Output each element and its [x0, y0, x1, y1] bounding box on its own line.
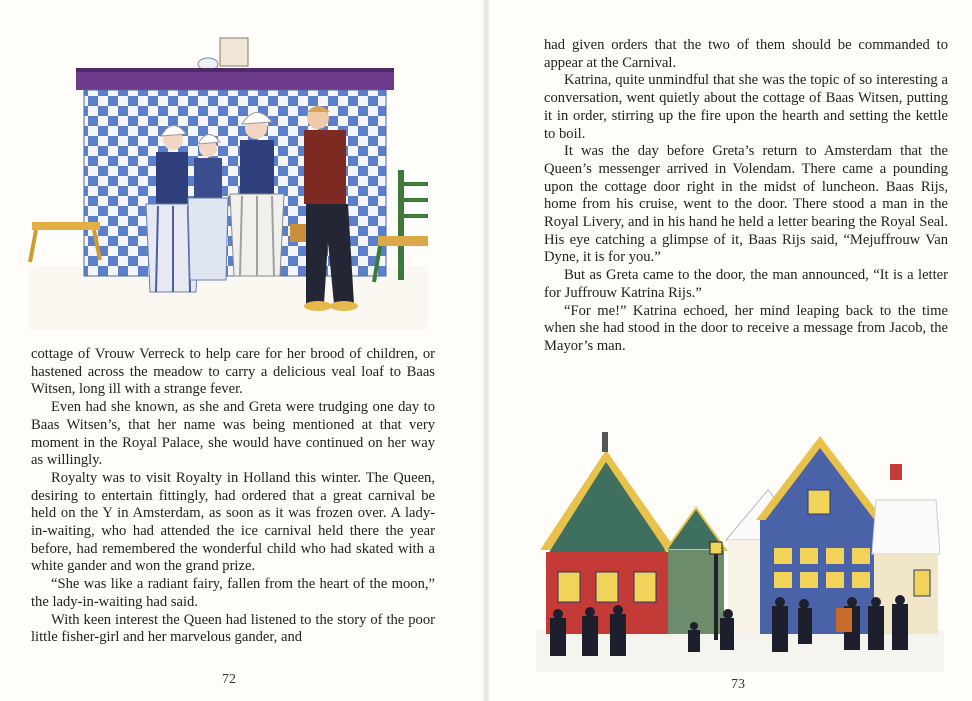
paragraph: Katrina, quite unmindful that she was the topic of so interesting a conversation, went quietly about the cottage of Baas Witsen, putting it in order, stirring up the fire upon the hearth and setting the kettle to boil. [544, 72, 948, 142]
paragraph: “For me!” Katrina echoed, her mind leaping back to the time when she had stood in the door to receive a message from Jacob, the Mayor’s man. [544, 302, 948, 354]
paragraph: With keen interest the Queen had listened to the story of the poor little fisher-girl and her marvelous gander, and [31, 611, 435, 646]
page-number: 73 [731, 677, 745, 692]
village-street-illustration [536, 430, 944, 672]
paragraph: But as Greta came to the door, the man announced, “It is a letter for Juffrouw Katrina Rijs.” [544, 267, 948, 301]
paragraph: Even had she known, as she and Greta were trudging one day to Baas Witsen’s, that her name was being mentioned at that very moment in the Royal Palace, she would have continued on her way as willingly. [31, 399, 435, 469]
paragraph: It was the day before Greta’s return to Amsterdam that the Queen’s messenger arrived in Volendam. There came a pounding upon the cottage door right in the midst of luncheon. Baas Rijs, home from his cruise, went to the door. There stood a man in the Royal Livery, and in his hand he held a letter bearing the Royal Seal. His eye catching a glimpse of it, Baas Rijs said, “Mejuffrouw Van Dyne, it is for you.” [544, 143, 948, 266]
left-page-text [31, 346, 435, 647]
right-page [486, 0, 972, 701]
paragraph: had given orders that the two of them should be commanded to appear at the Carnival. [544, 37, 948, 71]
page-number: 72 [222, 672, 236, 687]
interior-illustration [28, 36, 428, 330]
paragraph: Royalty was to visit Royalty in Holland this winter. The Queen, desiring to entertain fittingly, had ordered that a great carnival be held on the Y in Amsterdam, as soon as it was frozen over. A lady-in-waiting, who had attended the ice carnival held there the year before, had remembered the wonderful child who had skated with a white gander and won the grand prize. [31, 469, 435, 575]
right-page-text [544, 37, 948, 356]
paragraph: “She was like a radiant fairy, fallen from the heart of the moon,” the lady-in-waiting had said. [31, 576, 435, 610]
paragraph: cottage of Vrouw Verreck to help care for her brood of children, or hastened across the meadow to carry a delicious veal loaf to Baas Witsen, long ill with a strange fever. [31, 346, 435, 398]
